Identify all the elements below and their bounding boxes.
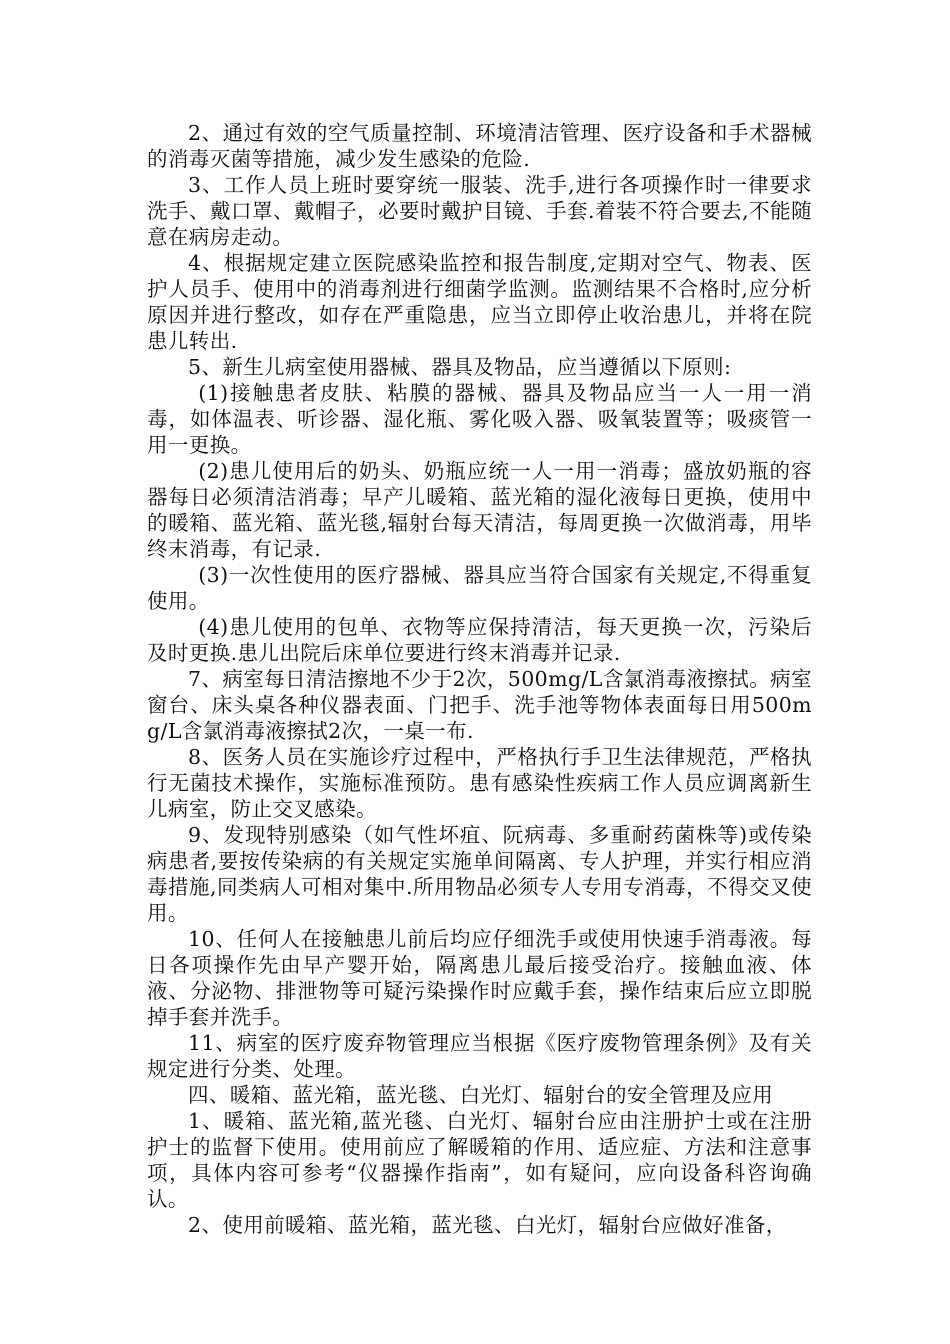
paragraph-item-11: 11、病室的医疗废弃物管理应当根据《医疗废物管理条例》及有关规定进行分类、处理。 <box>147 1031 812 1081</box>
paragraph-subitem-3: (3)一次性使用的医疗器械、器具应当符合国家有关规定,不得重复使用。 <box>147 563 812 613</box>
paragraph-item-9: 9、发现特别感染（如气性坏疽、阮病毒、多重耐药菌株等)或传染病患者,要按传染病的有关规定实施单间隔离、专人护理，并实行相应消毒措施,同类病人可相对集中.所用物品必须专人专用专消毒，不得交叉使用。 <box>147 823 812 925</box>
document-page <box>147 120 812 1238</box>
paragraph-subitem-4: (4)患儿使用的包单、衣物等应保持清洁，每天更换一次，污染后及时更换.患儿出院后床单位要进行终末消毒并记录. <box>147 615 812 665</box>
paragraph-item-3: 3、工作人员上班时要穿统一服装、洗手,进行各项操作时一律要求洗手、戴口罩、戴帽子，必要时戴护目镜、手套.着装不符合要去,不能随意在病房走动。 <box>147 173 812 249</box>
section-heading-4: 四、暖箱、蓝光箱，蓝光毯、白光灯、辐射台的安全管理及应用 <box>188 1083 774 1107</box>
paragraph-section4-item-2: 2、使用前暖箱、蓝光箱，蓝光毯、白光灯，辐射台应做好准备， <box>188 1213 787 1237</box>
paragraph-item-10: 10、任何人在接触患儿前后均应仔细洗手或使用快速手消毒液。每日各项操作先由早产婴开始，隔离患儿最后接受治疗。接触血液、体液、分泌物、排泄物等可疑污染操作时应戴手套，操作结束后应立即脱掉手套并洗手。 <box>147 927 812 1029</box>
paragraph-item-8: 8、医务人员在实施诊疗过程中，严格执行手卫生法律规范，严格执行无菌技术操作，实施标准预防。患有感染性疾病工作人员应调离新生儿病室，防止交叉感染。 <box>147 745 812 821</box>
paragraph-item-7: 7、病室每日清洁擦地不少于2次，500mg/L含氯消毒液擦拭。病室窗台、床头桌各种仪器表面、门把手、洗手池等物体表面每日用500mg/L含氯消毒液擦拭2次，一桌一布. <box>147 667 812 743</box>
paragraph-subitem-1: (1)接触患者皮肤、粘膜的器械、器具及物品应当一人一用一消毒，如体温表、听诊器、湿化瓶、雾化吸入器、吸氧装置等；吸痰管一用一更换。 <box>147 381 812 457</box>
paragraph-subitem-2: (2)患儿使用后的奶头、奶瓶应统一人一用一消毒；盛放奶瓶的容器每日必须清洁消毒；早产儿暖箱、蓝光箱的湿化液每日更换，使用中的暖箱、蓝光箱、蓝光毯,辐射台每天清洁，每周更换一次做消毒，用毕终末消毒，有记录. <box>147 459 812 561</box>
paragraph-item-4: 4、根据规定建立医院感染监控和报告制度,定期对空气、物表、医护人员手、使用中的消毒剂进行细菌学监测。监测结果不合格时,应分析原因并进行整改，如存在严重隐患，应当立即停止收治患儿，并将在院患儿转出. <box>147 251 812 353</box>
paragraph-item-2: 2、通过有效的空气质量控制、环境清洁管理、医疗设备和手术器械的消毒灭菌等措施，减少发生感染的危险. <box>147 121 812 171</box>
paragraph-item-5: 5、新生儿病室使用器械、器具及物品，应当遵循以下原则: <box>188 355 732 379</box>
paragraph-section4-item-1: 1、暖箱、蓝光箱,蓝光毯、白光灯、辐射台应由注册护士或在注册护士的监督下使用。使用前应了解暖箱的作用、适应症、方法和注意事项，具体内容可参考“仪器操作指南”，如有疑问，应向设备科咨询确认。 <box>147 1109 812 1211</box>
